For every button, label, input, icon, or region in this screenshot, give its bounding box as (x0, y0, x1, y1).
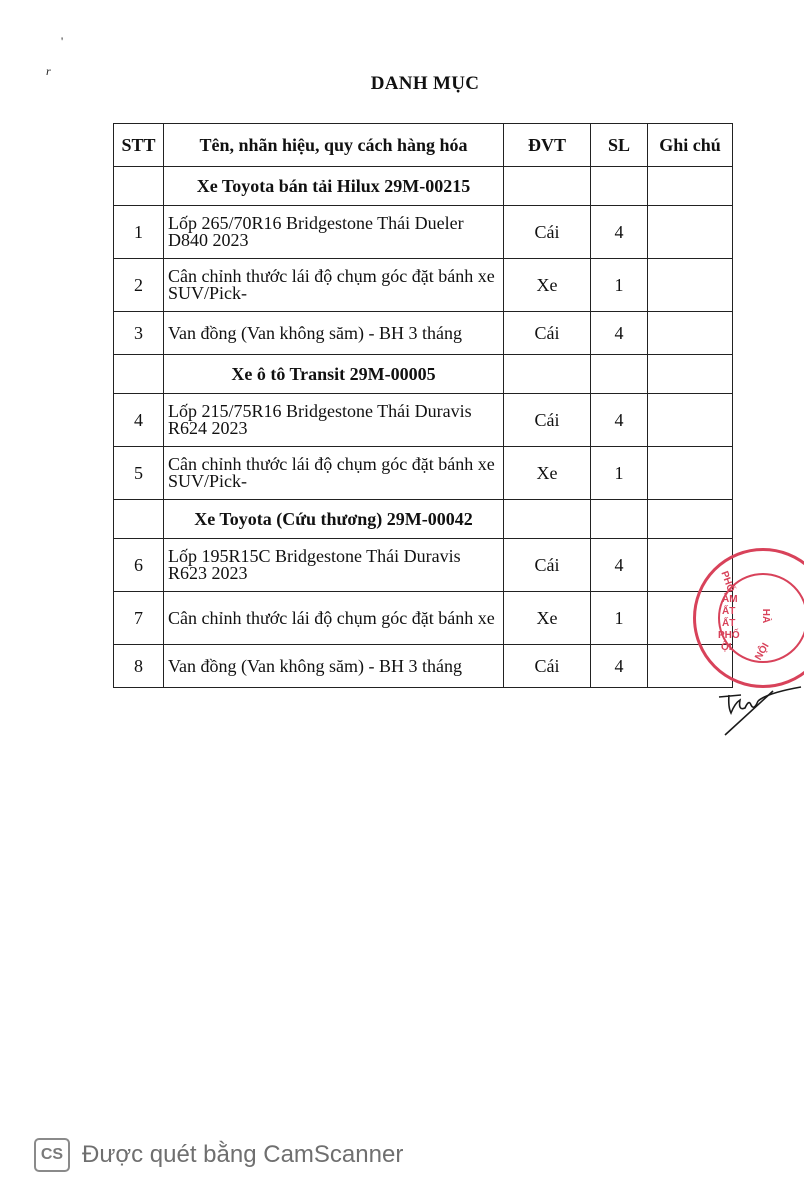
group-unit-cell (504, 500, 591, 539)
row-item: Van đồng (Van không săm) - BH 3 tháng (164, 645, 504, 688)
row-item: Cân chỉnh thước lái độ chụm góc đặt bánh xe (164, 592, 504, 645)
group-qty-cell (591, 355, 648, 394)
group-note-cell (648, 355, 733, 394)
group-name: Xe Toyota (Cứu thương) 29M-00042 (164, 500, 504, 539)
row-stt: 8 (114, 645, 164, 688)
stamp-text: ÂM (722, 594, 738, 605)
row-qty: 4 (591, 312, 648, 355)
watermark-text: Được quét bằng CamScanner (82, 1141, 404, 1168)
header-unit: ĐVT (504, 124, 591, 167)
table-row (114, 592, 733, 645)
row-qty: 1 (591, 259, 648, 312)
group-row (114, 167, 733, 206)
stamp-text: ẤT (722, 618, 736, 629)
row-item: Cân chỉnh thước lái độ chụm góc đặt bánh xe SUV/Pick- (164, 259, 504, 312)
group-qty-cell (591, 167, 648, 206)
row-item: Lốp 215/75R16 Bridgestone Thái Duravis R624 2023 (164, 394, 504, 447)
table-row (114, 645, 733, 688)
row-stt: 1 (114, 206, 164, 259)
group-qty-cell (591, 500, 648, 539)
row-item: Lốp 195R15C Bridgestone Thái Duravis R623 2023 (164, 539, 504, 592)
scanner-watermark (34, 1138, 403, 1172)
row-stt: 5 (114, 447, 164, 500)
scan-mark: ' (61, 34, 64, 48)
table-row (114, 206, 733, 259)
row-qty: 4 (591, 394, 648, 447)
camscanner-logo-icon: CS (34, 1138, 70, 1172)
row-stt: 4 (114, 394, 164, 447)
row-item: Cân chỉnh thước lái độ chụm góc đặt bánh xe SUV/Pick- (164, 447, 504, 500)
group-unit-cell (504, 167, 591, 206)
group-stt-cell (114, 355, 164, 394)
row-qty: 4 (591, 206, 648, 259)
group-row (114, 500, 733, 539)
row-note (648, 394, 733, 447)
group-name: Xe ô tô Transit 29M-00005 (164, 355, 504, 394)
header-stt: STT (114, 124, 164, 167)
row-unit: Cái (504, 312, 591, 355)
stamp-text: PHỐ (718, 630, 740, 641)
row-stt: 3 (114, 312, 164, 355)
group-stt-cell (114, 500, 164, 539)
row-qty: 1 (591, 447, 648, 500)
header-item: Tên, nhãn hiệu, quy cách hàng hóa (164, 124, 504, 167)
scan-mark: r (46, 64, 51, 78)
stamp-text: NỘI (753, 641, 772, 663)
row-note (648, 312, 733, 355)
row-stt: 2 (114, 259, 164, 312)
row-stt: 6 (114, 539, 164, 592)
group-stt-cell (114, 167, 164, 206)
signature (715, 685, 804, 745)
group-note-cell (648, 500, 733, 539)
row-unit: Cái (504, 206, 591, 259)
stamp-text: PHỐ (718, 569, 737, 594)
row-item: Van đồng (Van không săm) - BH 3 tháng (164, 312, 504, 355)
row-unit: Xe (504, 447, 591, 500)
header-note: Ghi chú (648, 124, 733, 167)
group-row (114, 355, 733, 394)
table-header-row (114, 124, 733, 167)
row-note (648, 206, 733, 259)
group-unit-cell (504, 355, 591, 394)
header-qty: SL (591, 124, 648, 167)
row-qty: 4 (591, 645, 648, 688)
table-row (114, 259, 733, 312)
row-unit: Cái (504, 394, 591, 447)
table-row (114, 539, 733, 592)
item-table (113, 123, 737, 688)
table-row (114, 394, 733, 447)
row-note (648, 259, 733, 312)
row-unit: Cái (504, 539, 591, 592)
stamp-text: ỘI (721, 642, 732, 653)
group-name: Xe Toyota bán tải Hilux 29M-00215 (164, 167, 504, 206)
row-unit: Xe (504, 259, 591, 312)
stamp-text: HÀ (760, 608, 772, 624)
row-qty: 4 (591, 539, 648, 592)
row-note (648, 447, 733, 500)
page-title: DANH MỤC (370, 73, 480, 94)
row-item: Lốp 265/70R16 Bridgestone Thái Dueler D840 2023 (164, 206, 504, 259)
table-row (114, 447, 733, 500)
row-unit: Xe (504, 592, 591, 645)
row-qty: 1 (591, 592, 648, 645)
group-note-cell (648, 167, 733, 206)
row-unit: Cái (504, 645, 591, 688)
stamp-text: ẤT (722, 606, 736, 617)
row-stt: 7 (114, 592, 164, 645)
table-row (114, 312, 733, 355)
